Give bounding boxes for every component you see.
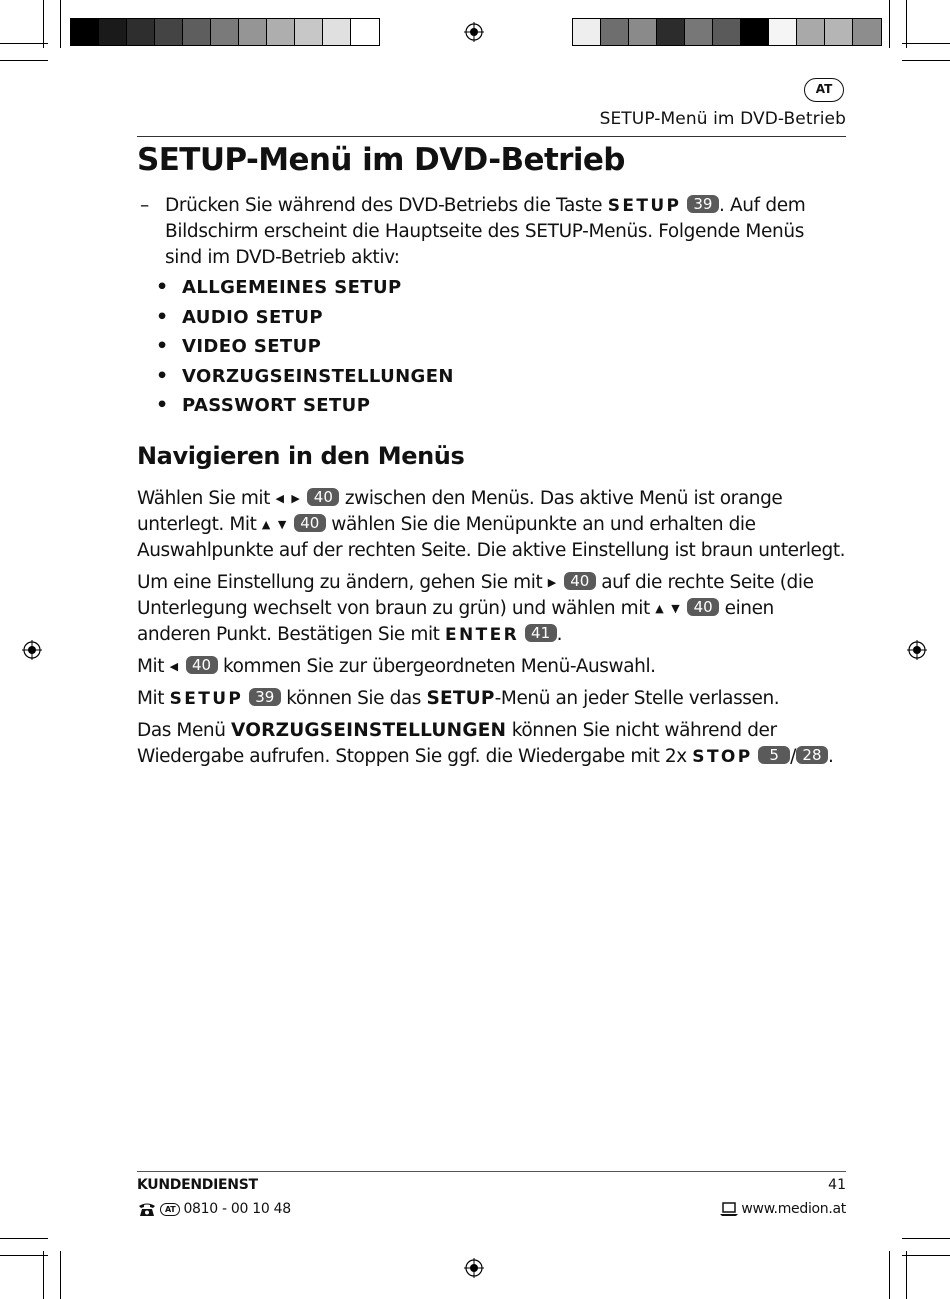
list-item: • ALLGEMEINES SETUP	[156, 276, 402, 298]
footer-web	[720, 1201, 846, 1217]
footer-rule	[137, 1171, 846, 1172]
color-swatch	[769, 19, 797, 45]
key-setup: SETUP	[169, 689, 244, 709]
ref-badge: 5	[758, 746, 790, 764]
list-item: • VIDEO SETUP	[156, 335, 322, 358]
color-swatch	[713, 19, 741, 45]
intro-text: Drücken Sie während des DVD-Betriebs die Taste	[165, 195, 603, 216]
list-item: • PASSWORT SETUP	[156, 394, 371, 417]
section-heading: Navigieren in den Menüs	[137, 442, 465, 470]
color-swatch	[323, 19, 351, 45]
arrow-up-down-icon: ▲ ▼	[655, 602, 682, 615]
footer-phone	[137, 1201, 291, 1217]
phone-badge: AT	[160, 1203, 180, 1216]
arrow-up-down-icon: ▲ ▼	[261, 518, 289, 531]
ref-badge: 39	[687, 195, 719, 213]
phone-icon	[137, 1201, 157, 1217]
color-bar-right	[572, 18, 882, 46]
color-swatch	[741, 19, 769, 45]
paragraph-back: Mit ◀ 40 kommen Sie zur übergeordneten Menü-Auswahl.	[137, 656, 656, 677]
laptop-icon	[720, 1202, 738, 1217]
color-swatch	[295, 19, 323, 45]
color-swatch	[99, 19, 127, 45]
color-swatch	[685, 19, 713, 45]
color-swatch	[825, 19, 853, 45]
running-title: SETUP-Menü im DVD-Betrieb	[599, 109, 846, 129]
arrow-left-icon: ◀	[169, 660, 181, 673]
page-number: 41	[828, 1177, 846, 1193]
color-swatch	[629, 19, 657, 45]
website-link[interactable]: www.medion.at	[741, 1201, 846, 1217]
registration-mark-icon	[907, 640, 927, 660]
section-body	[137, 486, 849, 776]
ref-badge: 28	[796, 746, 828, 764]
key-setup: SETUP	[607, 196, 682, 216]
intro-text-2: . Auf dem Bildschirm erscheint die Hauptseite des SETUP-Menüs. Folgende Menüs sind im DVD-Betrieb aktiv:	[165, 195, 806, 268]
color-swatch	[267, 19, 295, 45]
ref-badge: 40	[294, 514, 326, 532]
color-swatch	[183, 19, 211, 45]
intro-paragraph	[140, 193, 840, 271]
menu-list	[156, 276, 454, 424]
header-rule	[137, 136, 846, 137]
registration-mark-icon	[464, 22, 484, 42]
color-swatch	[853, 19, 881, 45]
ref-badge: 41	[525, 624, 557, 642]
paragraph-exit: Mit SETUP 39 können Sie das SETUP-Menü an jeder Stelle verlassen.	[137, 688, 780, 709]
phone-number: 0810 - 00 10 48	[183, 1201, 291, 1217]
color-swatch	[657, 19, 685, 45]
color-swatch	[573, 19, 601, 45]
registration-mark-icon	[464, 1258, 484, 1278]
ref-badge: 40	[186, 656, 218, 674]
color-swatch	[239, 19, 267, 45]
dash-marker: –	[140, 195, 149, 216]
paragraph-change-setting: Um eine Einstellung zu ändern, gehen Sie mit ▶ 40 auf die rechte Seite (die Unterlegung wechselt von braun zu grün) und wählen mit ▲ ▼ 40 einen anderen Punkt. Bestätigen Sie mit ENTER 41 .	[137, 572, 814, 645]
list-item: • AUDIO SETUP	[156, 305, 323, 328]
arrow-right-icon: ▶	[547, 576, 559, 589]
ref-badge: 40	[564, 572, 596, 590]
ref-badge: 39	[249, 688, 281, 706]
ref-badge: 40	[687, 598, 719, 616]
registration-mark-icon	[22, 640, 42, 660]
color-swatch	[797, 19, 825, 45]
paragraph-preferences: Das Menü VORZUGSEINSTELLUNGEN können Sie nicht während der Wiedergabe aufrufen. Stoppen Sie ggf. die Wiedergabe mit 2x STOP 5 / 28 .	[137, 720, 834, 767]
key-enter: ENTER	[444, 625, 520, 645]
color-swatch	[211, 19, 239, 45]
color-swatch	[127, 19, 155, 45]
color-swatch	[601, 19, 629, 45]
arrow-left-right-icon: ◀ ▶	[275, 492, 302, 505]
menu-name: SETUP	[426, 688, 495, 709]
page-title: SETUP-Menü im DVD-Betrieb	[137, 142, 625, 178]
menu-name: VORZUGSEINSTELLUNGEN	[231, 720, 507, 741]
ref-badge: 40	[307, 488, 339, 506]
color-swatch	[155, 19, 183, 45]
key-stop: STOP	[692, 747, 753, 767]
list-item: • VORZUGSEINSTELLUNGEN	[156, 364, 454, 387]
footer-title: KUNDENDIENST	[137, 1177, 258, 1193]
country-badge: AT	[804, 78, 844, 102]
color-swatch	[71, 19, 99, 45]
color-swatch	[351, 19, 379, 45]
paragraph-navigate: Wählen Sie mit ◀ ▶ 40 zwischen den Menüs. Das aktive Menü ist orange unterlegt. Mit ▲ ▼ 40 wählen Sie die Menüpunkte an und erhalten die Auswahlpunkte auf der rechten Seite. Die aktive Einstellung ist braun unterlegt.	[137, 488, 846, 561]
color-bar-left	[70, 18, 380, 46]
